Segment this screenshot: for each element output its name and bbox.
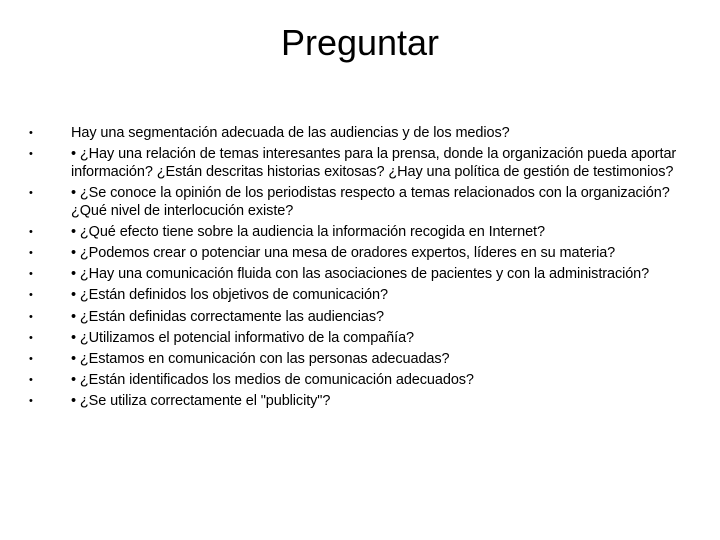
list-item-text: • ¿Podemos crear o potenciar una mesa de oradores expertos, líderes en su materia? [71, 244, 616, 261]
list-item [28, 224, 678, 242]
bullet-icon: • [29, 186, 33, 199]
list-item [28, 185, 678, 220]
list-item-text: • ¿Se conoce la opinión de los periodistas respecto a temas relacionados con la organización? ¿Qué nivel de interlocución existe? [71, 184, 670, 219]
list-item-text: • ¿Están identificados los medios de comunicación adecuados? [71, 372, 474, 389]
list-item-text: Hay una segmentación adecuada de las audiencias y de los medios? [71, 125, 510, 141]
list-item [28, 309, 678, 327]
list-item-text: • ¿Hay una relación de temas interesantes para la prensa, donde la organización pueda aportar información? ¿Están descritas historias exitosas? ¿Hay una política de gestión de testimonios? [71, 146, 677, 180]
list-item-text: • ¿Se utiliza correctamente el "publicity"? [71, 393, 331, 410]
list-item-text: • ¿Utilizamos el potencial informativo de la compañía? [71, 329, 415, 346]
list-item-text: • ¿Hay una comunicación fluida con las asociaciones de pacientes y con la administración? [71, 266, 650, 283]
bullet-icon: • [29, 148, 33, 161]
list-item [28, 372, 678, 390]
list-item-text: • ¿Estamos en comunicación con las personas adecuadas? [71, 350, 450, 367]
list-item [28, 393, 678, 411]
bullet-icon: • [29, 127, 33, 139]
list-item-text: • ¿Qué efecto tiene sobre la audiencia la información recogida en Internet? [71, 223, 545, 240]
list-item-text: • ¿Están definidas correctamente las audiencias? [71, 308, 385, 325]
list-item [28, 125, 678, 143]
list-item [28, 351, 678, 369]
list-item [28, 146, 678, 181]
list-item [28, 266, 678, 284]
list-item [28, 245, 678, 263]
bullet-icon: • [29, 225, 33, 238]
slide-title: Preguntar [280, 22, 440, 63]
bullet-icon: • [29, 310, 33, 323]
bullet-icon: • [29, 289, 33, 302]
bullet-list [28, 125, 678, 414]
bullet-icon: • [29, 395, 33, 408]
list-item [28, 287, 678, 305]
bullet-icon: • [29, 331, 33, 344]
list-item [28, 330, 678, 348]
bullet-icon: • [29, 246, 33, 259]
bullet-icon: • [29, 268, 33, 281]
bullet-icon: • [29, 374, 33, 387]
list-item-text: • ¿Están definidos los objetivos de comunicación? [71, 287, 388, 304]
bullet-icon: • [29, 352, 33, 365]
